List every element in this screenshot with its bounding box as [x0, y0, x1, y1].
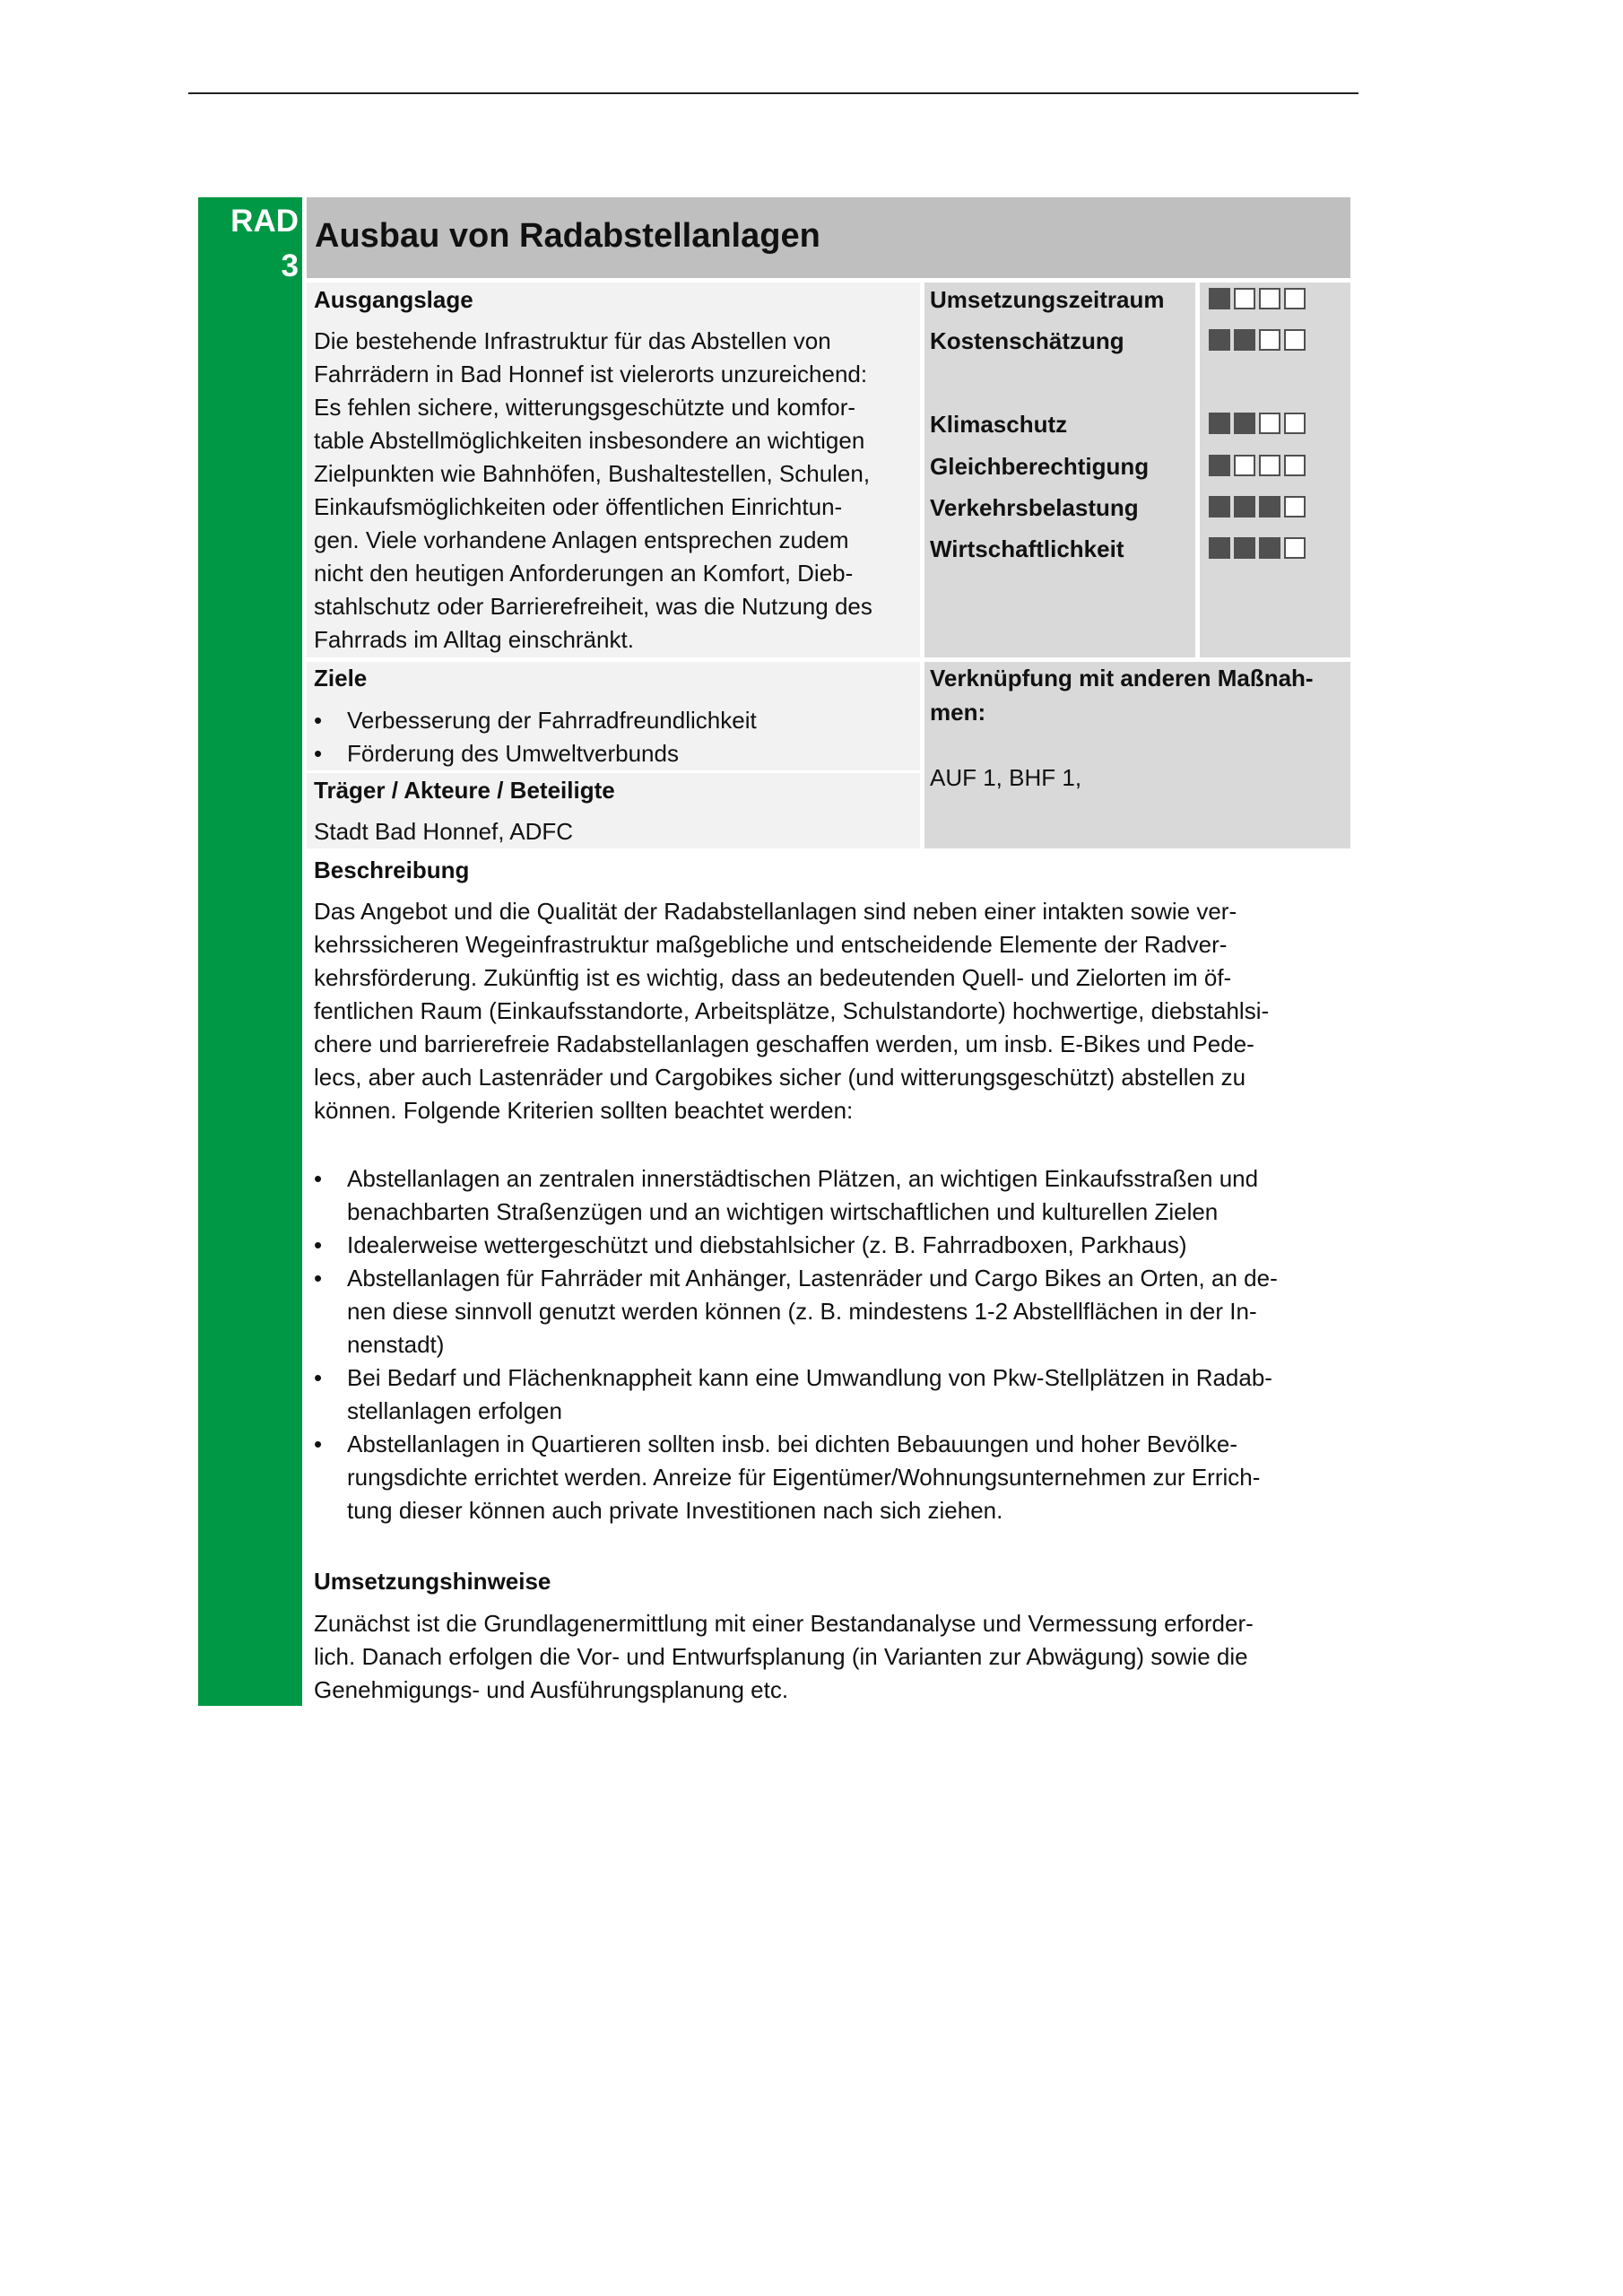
text-line: benachbarten Straßenzügen und an wichtigen wirtschaftlichen und kulturellen Zielen [347, 1198, 1219, 1225]
beschreibung-text [314, 895, 1269, 1127]
text-line: • Idealerweise wettergeschützt und diebstahlsicher (z. B. Fahrradboxen, Parkhaus) [347, 1231, 1187, 1258]
measure-title: Ausbau von Radabstellanlagen [315, 217, 820, 255]
verknuepfung-text: AUF 1, BHF 1, [930, 764, 1082, 791]
measure-id-number: 3 [281, 248, 299, 283]
rating-square-empty [1234, 455, 1255, 476]
text-line: stahlschutz oder Barrierefreiheit, was die Nutzung des [314, 593, 872, 620]
rating-square-empty [1284, 413, 1306, 434]
measure-id-code: RAD [230, 204, 299, 239]
text-line: Die bestehende Infrastruktur für das Abstellen von [314, 327, 831, 354]
text-line: stellanlagen erfolgen [347, 1397, 562, 1424]
rating-square-empty [1284, 455, 1306, 476]
text-line: kehrssicheren Wegeinfrastruktur maßgebliche und entscheidende Elemente der Radver- [314, 931, 1228, 958]
rating-square-empty [1259, 288, 1280, 309]
rating-label-verkehrsbelastung: Verkehrsbelastung [930, 494, 1139, 521]
beschreibung-heading: Beschreibung [314, 857, 470, 883]
rating-square-filled [1209, 455, 1230, 476]
rating-square-filled [1209, 496, 1230, 517]
rating-square-empty [1259, 413, 1280, 434]
rating-square-empty [1259, 329, 1280, 351]
rating-square-filled [1209, 329, 1230, 351]
rating-label-umsetzungszeitraum: Umsetzungszeitraum [930, 286, 1165, 313]
text-line: können. Folgende Kriterien sollten beachtet werden: [314, 1097, 854, 1124]
text-line: • Bei Bedarf und Flächenknappheit kann eine Umwandlung von Pkw-Stellplätzen in Radab- [347, 1364, 1272, 1391]
ratings-value-box [1200, 283, 1350, 657]
rating-square-filled [1234, 537, 1255, 559]
rating-wirtschaftlichkeit [1209, 537, 1306, 559]
text-line: Zunächst ist die Grundlagenermittlung mit einer Bestandanalyse und Vermessung erforder- [314, 1610, 1254, 1637]
rating-square-filled [1209, 413, 1230, 434]
text-line: • Abstellanlagen an zentralen innerstädtischen Plätzen, an wichtigen Einkaufsstraßen und [347, 1165, 1259, 1192]
text-line: lich. Danach erfolgen die Vor- und Entwurfsplanung (in Varianten zur Abwägung) sowie die [314, 1643, 1248, 1670]
list-item [314, 1162, 1278, 1229]
text-line: Fahrrads im Alltag einschränkt. [314, 626, 634, 653]
umsetzung-text [314, 1607, 1254, 1707]
rating-square-filled [1234, 413, 1255, 434]
rating-square-empty [1284, 537, 1306, 559]
header-rule [188, 92, 1358, 94]
text-line: Einkaufsmöglichkeiten oder öffentlichen Einrichtun- [314, 493, 843, 520]
text-line: fentlichen Raum (Einkaufsstandorte, Arbeitsplätze, Schulstandorte) hochwertige, diebstahlsi- [314, 997, 1270, 1024]
rating-umsetzungszeitraum [1209, 288, 1306, 309]
traeger-heading: Träger / Akteure / Beteiligte [314, 777, 615, 804]
verknuepfung-heading-line2: men: [930, 699, 986, 726]
text-line: lecs, aber auch Lastenräder und Cargobikes sicher (und witterungsgeschützt) abstellen zu [314, 1064, 1246, 1091]
rating-square-filled [1209, 288, 1230, 309]
rating-square-empty [1284, 288, 1306, 309]
rating-label-gleichberechtigung: Gleichberechtigung [930, 453, 1150, 480]
umsetzung-heading: Umsetzungshinweise [314, 1568, 551, 1595]
rating-square-filled [1234, 496, 1255, 517]
text-line: chere und barrierefreie Radabstellanlagen geschaffen werden, um insb. E-Bikes und Pede- [314, 1031, 1254, 1057]
ziele-list [314, 704, 757, 770]
list-item [314, 1428, 1278, 1527]
text-line: • Abstellanlagen für Fahrräder mit Anhänger, Lastenräder und Cargo Bikes an Orten, an de- [347, 1265, 1278, 1292]
rating-square-filled [1259, 496, 1280, 517]
text-line: tung dieser können auch private Investitionen nach sich ziehen. [347, 1497, 1003, 1524]
rating-klimaschutz [1209, 413, 1306, 434]
text-line: Es fehlen sichere, witterungsgeschützte und komfor- [314, 394, 856, 421]
rating-label-wirtschaftlichkeit: Wirtschaftlichkeit [930, 535, 1124, 562]
text-line: • Abstellanlagen in Quartieren sollten insb. bei dichten Bebauungen und hoher Bevölke- [347, 1431, 1238, 1457]
list-item [314, 1361, 1278, 1428]
text-line: kehrsförderung. Zukünftig ist es wichtig, dass an bedeutenden Quell- und Zielorten im öf- [314, 964, 1232, 991]
text-line: gen. Viele vorhandene Anlagen entsprechen zudem [314, 526, 849, 553]
ausgangslage-text [314, 325, 872, 657]
rating-gleichberechtigung [1209, 455, 1306, 476]
text-line: nen diese sinnvoll genutzt werden können (z. B. mindestens 1-2 Abstellflächen in der In- [347, 1298, 1257, 1325]
rating-square-filled [1259, 537, 1280, 559]
text-line: Zielpunkten wie Bahnhöfen, Bushaltestellen, Schulen, [314, 460, 871, 487]
rating-square-empty [1284, 329, 1306, 351]
rating-label-kostenschaetzung: Kostenschätzung [930, 327, 1124, 354]
kriterien-list [314, 1162, 1278, 1527]
verknuepfung-heading-line1: Verknüpfung mit anderen Maßnah- [930, 665, 1314, 691]
text-line: Genehmigungs- und Ausführungsplanung etc. [314, 1676, 789, 1703]
text-line: nicht den heutigen Anforderungen an Komfort, Dieb- [314, 560, 854, 587]
rating-square-empty [1259, 455, 1280, 476]
measure-id [198, 199, 299, 289]
rating-square-empty [1284, 496, 1306, 517]
text-line: rungsdichte errichtet werden. Anreize für Eigentümer/Wohnungsunternehmen zur Errich- [347, 1464, 1261, 1491]
ausgangslage-heading: Ausgangslage [314, 286, 473, 313]
list-item [314, 1262, 1278, 1361]
rating-verkehrsbelastung [1209, 496, 1306, 517]
traeger-text: Stadt Bad Honnef, ADFC [314, 818, 574, 845]
rating-square-empty [1234, 288, 1255, 309]
text-line: Das Angebot und die Qualität der Radabstellanlagen sind neben einer intakten sowie ver- [314, 898, 1237, 925]
list-item [314, 1229, 1278, 1262]
rating-square-filled [1209, 537, 1230, 559]
list-item: • Förderung des Umweltverbunds [314, 737, 757, 770]
rating-label-klimaschutz: Klimaschutz [930, 411, 1068, 438]
list-item: • Verbesserung der Fahrradfreundlichkeit [314, 704, 757, 737]
rating-square-filled [1234, 329, 1255, 351]
measure-sidebar [198, 197, 302, 1706]
text-line: nenstadt) [347, 1331, 445, 1358]
text-line: Fahrrädern in Bad Honnef ist vielerorts unzureichend: [314, 361, 868, 387]
text-line: table Abstellmöglichkeiten insbesondere an wichtigen [314, 427, 865, 454]
rating-kostenschaetzung [1209, 329, 1306, 351]
ziele-heading: Ziele [314, 665, 368, 691]
